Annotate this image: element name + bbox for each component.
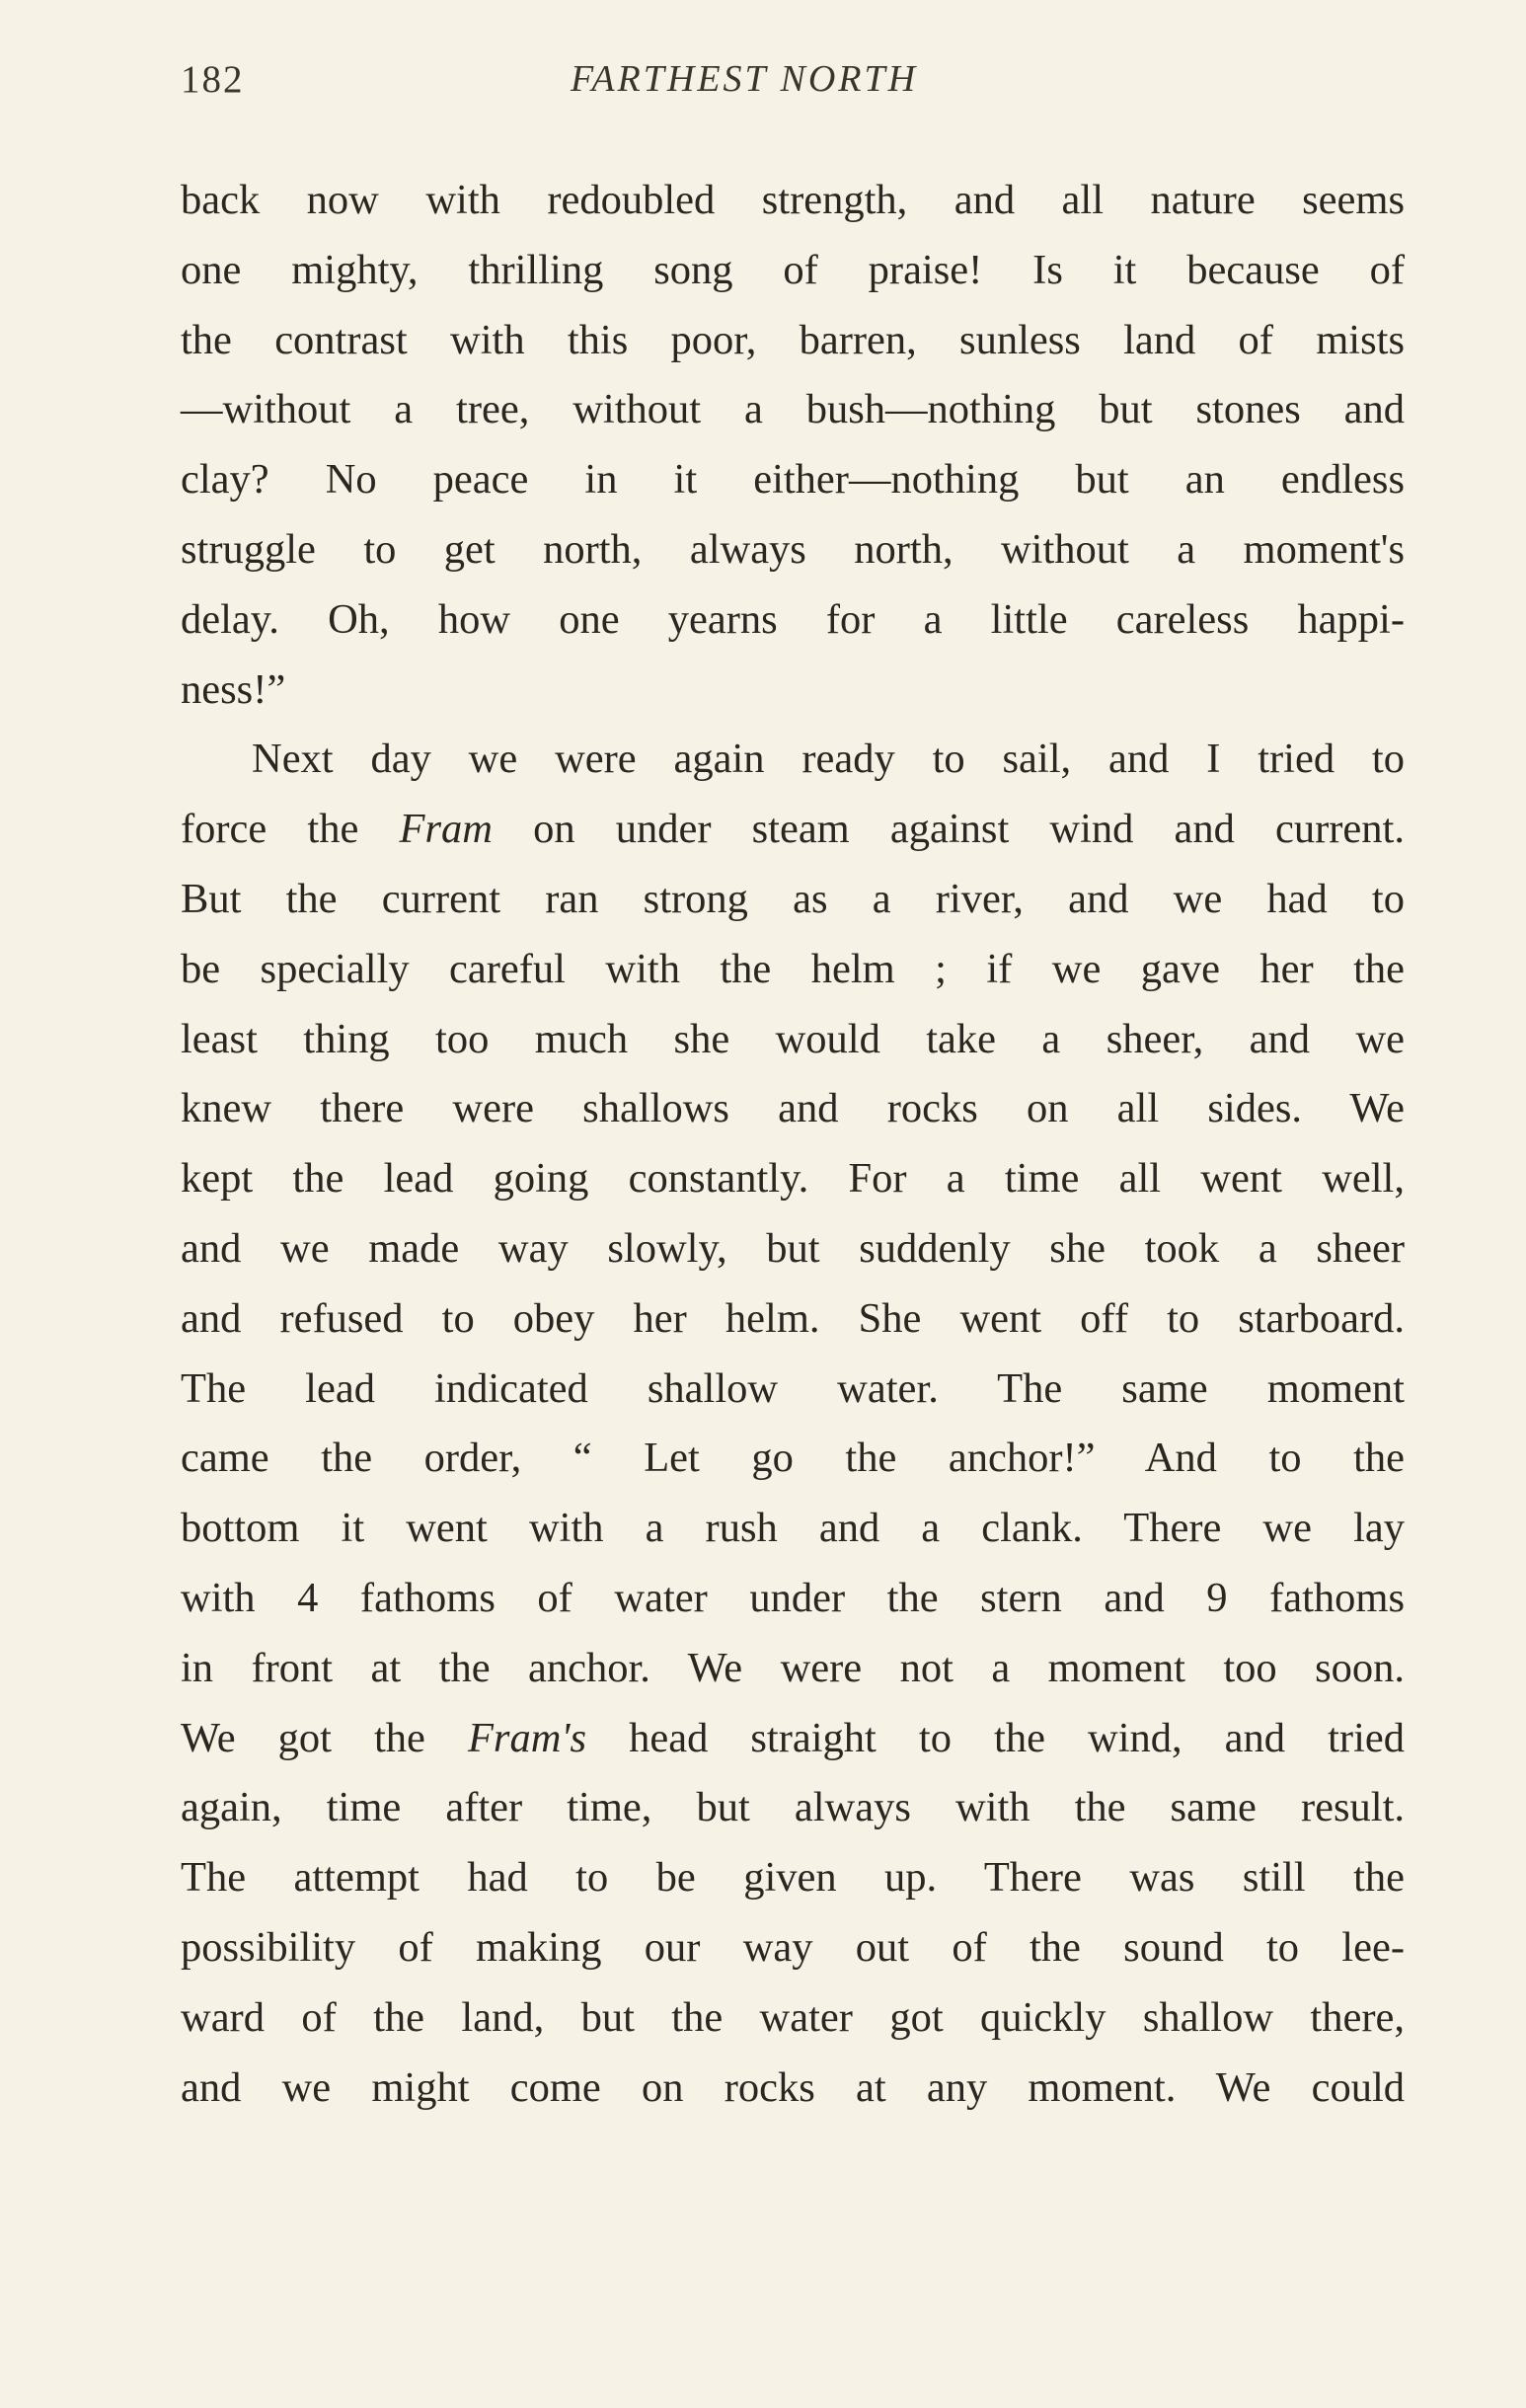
text-run: on under steam against wind and current. bbox=[492, 806, 1405, 853]
running-title: FARTHEST NORTH bbox=[571, 58, 919, 100]
text-line: with 4 fathoms of water under the stern and 9 fathoms bbox=[181, 1574, 1405, 1621]
text-line: and we might come on rocks at any moment. We could bbox=[181, 2063, 1405, 2111]
body-text bbox=[181, 166, 1405, 2123]
text-line: —without a tree, without a bush—nothing but stones and bbox=[181, 386, 1405, 433]
text-line: struggle to get north, always north, without a moment's bbox=[181, 525, 1405, 573]
text-line: ward of the land, but the water got quickly shallow there, bbox=[181, 1993, 1405, 2041]
text-line: the contrast with this poor, barren, sunless land of mists bbox=[181, 316, 1405, 363]
text-line: kept the lead going constantly. For a time all went well, bbox=[181, 1155, 1405, 1203]
text-line: and we made way slowly, but suddenly she took a sheer bbox=[181, 1224, 1405, 1272]
text-line: again, time after time, but always with the same result. bbox=[181, 1784, 1405, 1831]
text-line: back now with redoubled strength, and all nature seems bbox=[181, 177, 1405, 223]
ship-name: Fram bbox=[399, 806, 493, 853]
ship-name: Fram's bbox=[467, 1714, 587, 1761]
text-line: came the order, “ Let go the anchor!” And to the bbox=[181, 1435, 1405, 1482]
text-line: possibility of making our way out of the sound to lee- bbox=[181, 1923, 1405, 1971]
text-run: head straight to the wind, and tried bbox=[586, 1714, 1405, 1761]
text-line bbox=[181, 1704, 1405, 1774]
text-line: in front at the anchor. We were not a moment too soon. bbox=[181, 1644, 1405, 1691]
text-line: and refused to obey her helm. She went off to starboard. bbox=[181, 1294, 1405, 1342]
text-run: force the bbox=[181, 806, 400, 853]
paragraph-first-line: Next day we were again ready to sail, and I tried to bbox=[252, 736, 1405, 783]
text-line: least thing too much she would take a sheer, and we bbox=[181, 1015, 1405, 1062]
text-line: delay. Oh, how one yearns for a little careless happi- bbox=[181, 595, 1405, 643]
text-line bbox=[181, 795, 1405, 865]
text-run: We got the bbox=[181, 1714, 468, 1761]
text-line: ness!” bbox=[181, 665, 286, 713]
text-line: knew there were shallows and rocks on all sides. We bbox=[181, 1085, 1405, 1132]
text-line: one mighty, thrilling song of praise! Is it because of bbox=[181, 246, 1405, 293]
text-line: But the current ran strong as a river, and we had to bbox=[181, 875, 1405, 922]
text-line: The attempt had to be given up. There was still the bbox=[181, 1854, 1405, 1902]
text-line: be specially careful with the helm ; if we gave her the bbox=[181, 945, 1405, 992]
page-number: 182 bbox=[181, 58, 245, 101]
page-header bbox=[181, 57, 1405, 117]
text-line: bottom it went with a rush and a clank. There we lay bbox=[181, 1505, 1405, 1552]
text-line: clay? No peace in it either—nothing but an endless bbox=[181, 456, 1405, 504]
text-line: The lead indicated shallow water. The same moment bbox=[181, 1364, 1405, 1412]
